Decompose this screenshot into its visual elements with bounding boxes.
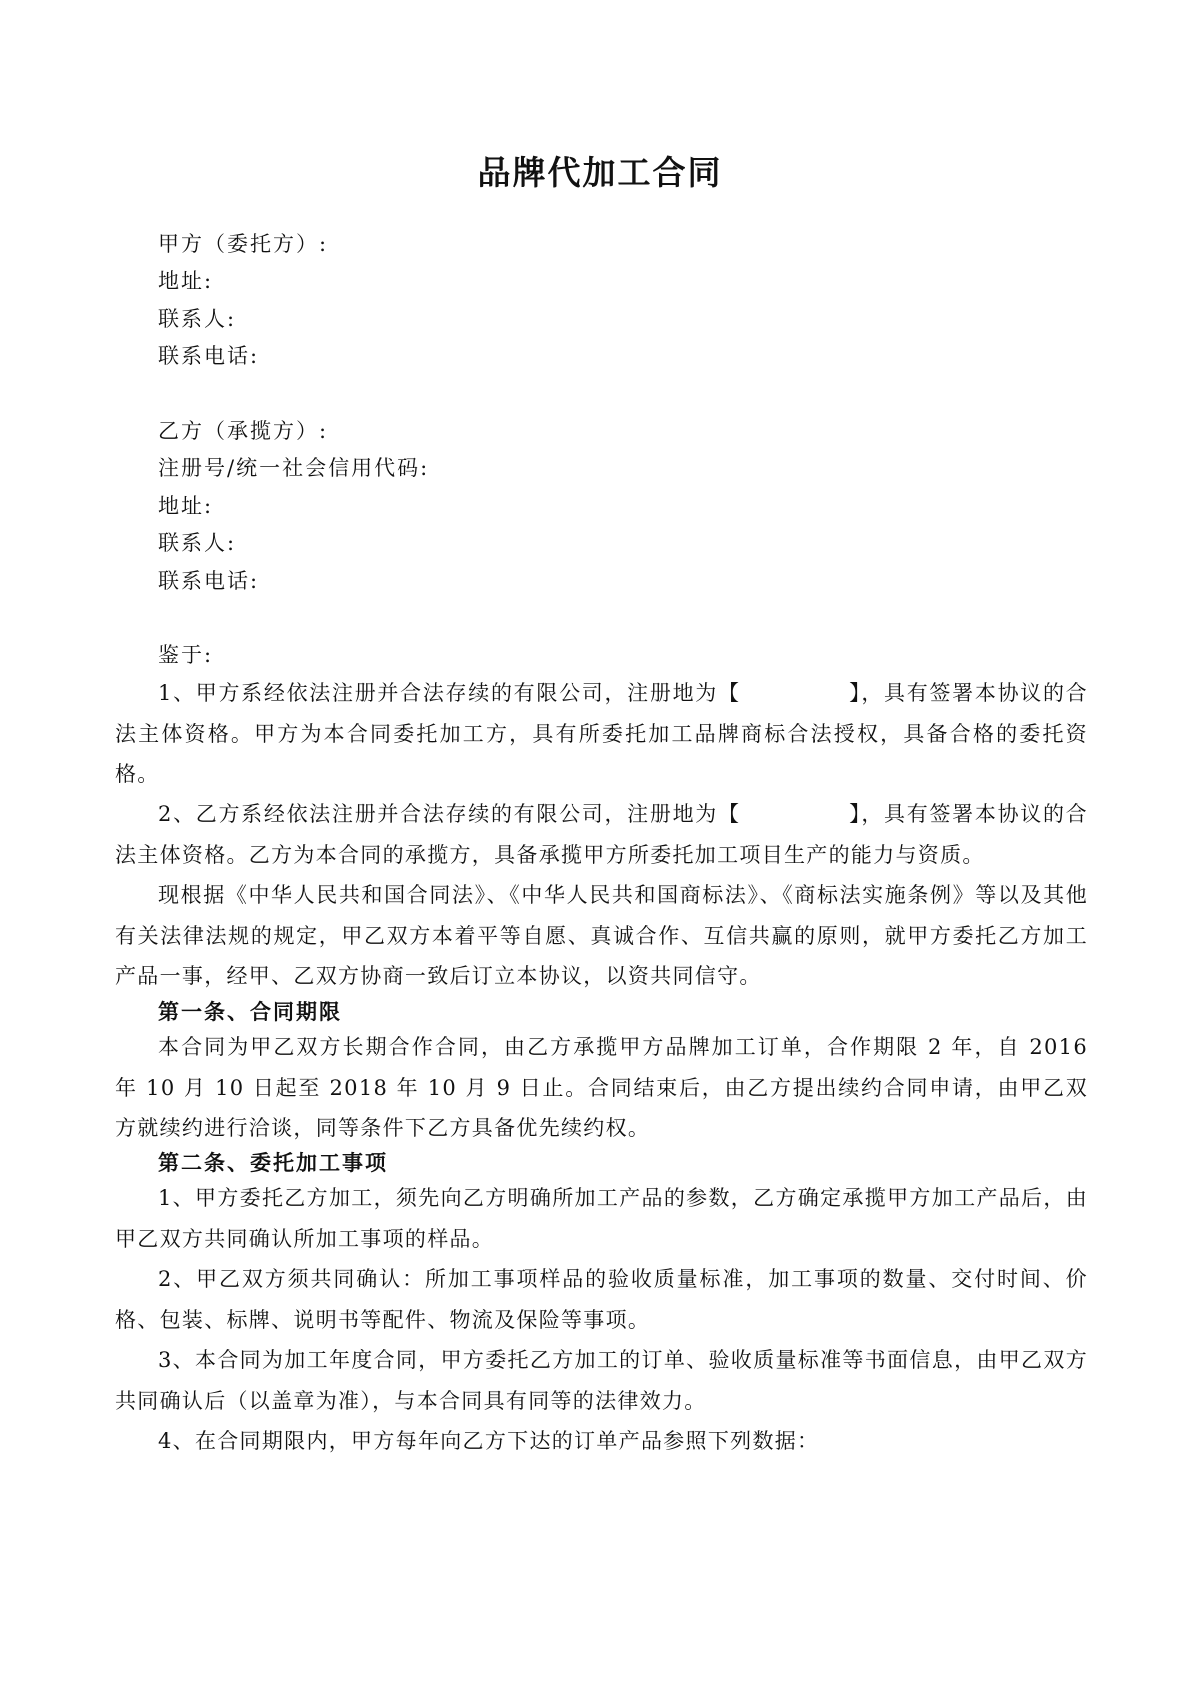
article-1-text: 本合同为甲乙双方长期合作合同，由乙方承揽甲方品牌加工订单，合作期限 2 年，自 2016 年 10 月 10 日起至 2018 年 10 月 9 日止。合同结束后，由乙方提出续约合同申请，由甲乙双方就续约进行洽谈，同等条件下乙方具备优先续约权。 [115, 1035, 1088, 1140]
whereas-item-1 [115, 673, 1088, 795]
party-a-address: 地址: [158, 269, 214, 293]
article-2-heading: 第二条、委托加工事项 [158, 1150, 388, 1175]
party-a-contact: 联系人: [158, 307, 237, 331]
party-b-address: 地址: [158, 494, 214, 518]
whereas-label: 鉴于: [158, 643, 214, 667]
party-b-phone: 联系电话: [158, 569, 260, 593]
legal-basis-paragraph: 现根据《中华人民共和国合同法》、《中华人民共和国商标法》、《商标法实施条例》等以及其他有关法律法规的规定，甲乙双方本着平等自愿、真诚合作、互信共赢的原则，就甲方委托乙方加工产品一事，经甲、乙双方协商一致后订立本协议，以资共同信守。 [115, 883, 1088, 988]
party-b-label: 乙方（承揽方）: [158, 419, 329, 443]
party-a-phone: 联系电话: [158, 344, 260, 368]
party-b-contact: 联系人: [158, 531, 237, 555]
whereas-item-2-after: 】，具有签署本协议的合法主体资格。乙方为本合同的承揽方，具备承揽甲方所委托加工项目生产的能力与资质。 [115, 802, 1088, 867]
article-1-heading: 第一条、合同期限 [158, 999, 342, 1024]
article-2-item-3: 3、本合同为加工年度合同，甲方委托乙方加工的订单、验收质量标准等书面信息，由甲乙双方共同确认后（以盖章为准），与本合同具有同等的法律效力。 [115, 1348, 1088, 1413]
whereas-item-1-before: 1、甲方系经依法注册并合法存续的有限公司，注册地为【 [158, 681, 741, 705]
whereas-item-1-after: 】，具有签署本协议的合法主体资格。甲方为本合同委托加工方，具有所委托加工品牌商标合法授权，具备合格的委托资格。 [115, 681, 1088, 786]
party-a-label: 甲方（委托方）: [158, 232, 329, 256]
whereas-item-2 [115, 794, 1088, 875]
article-2-item-1: 1、甲方委托乙方加工，须先向乙方明确所加工产品的参数，乙方确定承揽甲方加工产品后，由甲乙双方共同确认所加工事项的样品。 [115, 1186, 1088, 1251]
article-2-item-2: 2、甲乙双方须共同确认：所加工事项样品的验收质量标准，加工事项的数量、交付时间、价格、包装、标牌、说明书等配件、物流及保险等事项。 [115, 1267, 1088, 1332]
document-title: 品牌代加工合同 [477, 153, 723, 192]
whereas-item-2-before: 2、乙方系经依法注册并合法存续的有限公司，注册地为【 [158, 802, 741, 826]
party-b-registration: 注册号/统一社会信用代码: [158, 456, 430, 480]
article-2-item-4: 4、在合同期限内，甲方每年向乙方下达的订单产品参照下列数据： [158, 1429, 820, 1453]
